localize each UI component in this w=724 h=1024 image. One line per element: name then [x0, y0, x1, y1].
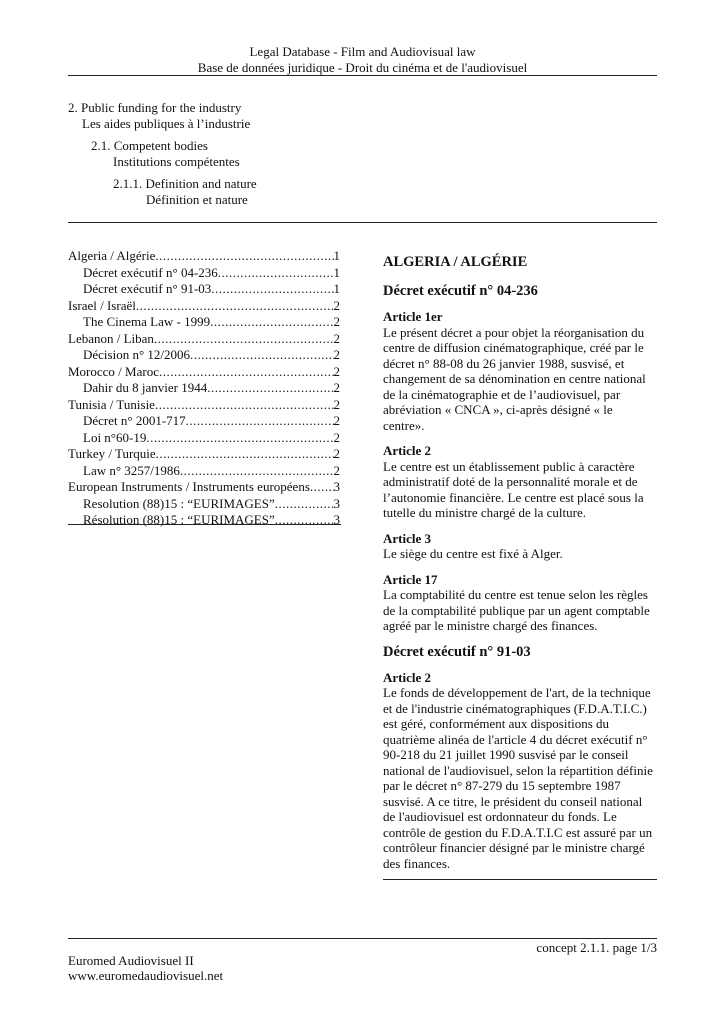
article-title: Article 2 [383, 669, 432, 685]
toc-entry[interactable] [68, 430, 340, 447]
toc-leader-dots [310, 479, 334, 495]
toc-entry[interactable] [68, 380, 340, 397]
toc-entry[interactable] [68, 248, 340, 265]
toc-entry-page: 2 [333, 462, 340, 478]
toc-entry-label: Algeria / Algérie [68, 248, 156, 263]
section-level-3 [113, 176, 257, 207]
decree-04-236-articles [383, 309, 657, 634]
toc-entry[interactable] [68, 413, 340, 430]
toc-entry[interactable] [68, 397, 340, 414]
decree-heading: Décret exécutif n° 91-03 [383, 643, 531, 660]
toc-leader-dots [275, 496, 334, 512]
section-level-2 [91, 138, 240, 169]
toc-entry[interactable] [68, 314, 340, 331]
section-level-1-en: 2. Public funding for the industry [68, 100, 242, 115]
toc-entry-label: Morocco / Maroc [68, 363, 159, 379]
header-title-fr: Base de données juridique - Droit du cinéma et de l'audiovisuel [197, 59, 528, 75]
toc-entry-label: Dahir du 8 janvier 1944 [83, 380, 208, 395]
footer-divider [68, 938, 657, 939]
article-title: Article 1er [383, 309, 443, 324]
toc-entry[interactable] [68, 496, 340, 513]
toc-entry-label: The Cinema Law - 1999 [83, 314, 211, 329]
decree-heading: Décret exécutif n° 04-236 [383, 283, 538, 299]
toc-entry-page: 2 [333, 380, 340, 395]
section-level-2-fr: Institutions compétentes [113, 153, 240, 169]
toc-leader-dots [186, 413, 334, 429]
article-block [383, 309, 657, 433]
article-block [383, 670, 657, 872]
toc-entry-page: 2 [333, 446, 340, 461]
section-level-2-en: 2.1. Competent bodies [91, 138, 208, 153]
toc-entry-label: Décret n° 2001-717 [83, 413, 186, 428]
toc-entry-page: 2 [333, 330, 340, 346]
toc-leader-dots [275, 512, 334, 528]
header [68, 44, 657, 75]
article-block [383, 531, 657, 562]
toc-entry[interactable] [68, 512, 340, 529]
toc-entry-page: 2 [333, 413, 340, 428]
toc-entry-label: Lebanon / Liban [68, 330, 154, 346]
toc-entry[interactable] [68, 364, 340, 381]
toc-entry-label: Israel / Israël [68, 297, 136, 313]
article-title: Article 3 [383, 530, 432, 546]
main-content [383, 254, 657, 881]
toc-entry-label: Résolution (88)15 : “EURIMAGES” [83, 512, 275, 527]
header-title-en: Legal Database - Film and Audiovisual law [249, 44, 476, 59]
article-title: Article 2 [383, 443, 432, 458]
section-level-1-fr: Les aides publiques à l’industrie [82, 115, 251, 131]
toc-entry[interactable] [68, 331, 340, 348]
section-level-3-fr: Définition et nature [146, 191, 248, 207]
toc-divider [68, 524, 341, 525]
section-level-3-en: 2.1.1. Definition and nature [113, 176, 257, 191]
table-of-contents [68, 248, 340, 529]
toc-entry-label: Law n° 3257/1986 [83, 462, 180, 478]
toc-entry-page: 2 [333, 314, 340, 329]
article-text: La comptabilité du centre est tenue selon les règles de la comptabilité publique par un agent comptable agréé par le ministre chargé des finances. [383, 587, 650, 633]
toc-entry-label: Décret exécutif n° 04-236 [83, 264, 218, 280]
article-title: Article 17 [383, 571, 438, 587]
toc-entry[interactable] [68, 298, 340, 315]
toc-entry-label: Décision n° 12/2006 [83, 347, 191, 362]
toc-entry-page: 3 [333, 495, 340, 511]
toc-entry[interactable] [68, 446, 340, 463]
footer-url: www.euromedaudiovisuel.net [68, 968, 224, 983]
country-heading: ALGERIA / ALGÉRIE [383, 254, 528, 270]
content-divider [383, 879, 657, 880]
toc-leader-dots [207, 380, 333, 396]
toc-leader-dots [210, 314, 333, 330]
article-block [383, 443, 657, 521]
toc-entry[interactable] [68, 347, 340, 364]
toc-entry-label: Turkey / Turquie [68, 446, 156, 461]
toc-entry-page: 3 [333, 512, 340, 527]
article-text: Le présent décret a pour objet la réorganisation du centre de diffusion cinématographique, créé par le décret n° 88-08 du 26 janvier 1988, susvisé, et changement de sa dénomination en centre national de la cinématographie et de l’audiovisuel, par abréviation « CNCA », ci-après désigné « le centre». [383, 324, 646, 433]
toc-entry[interactable] [68, 479, 340, 496]
toc-entry-page: 2 [333, 297, 340, 313]
decree-91-03-articles [383, 670, 657, 872]
toc-entry-label: Resolution (88)15 : “EURIMAGES” [83, 495, 275, 511]
toc-entry[interactable] [68, 265, 340, 282]
toc-entry[interactable] [68, 463, 340, 480]
article-block [383, 572, 657, 634]
toc-leader-dots [146, 430, 333, 446]
toc-leader-dots [155, 397, 334, 413]
toc-entry-page: 2 [333, 347, 340, 362]
toc-entry-label: Loi n°60-19 [83, 429, 147, 445]
article-text: Le siège du centre est fixé à Alger. [383, 546, 563, 561]
section-divider [68, 222, 657, 223]
toc-entry-label: European Instruments / Instruments européens [68, 479, 310, 494]
toc-leader-dots [154, 331, 334, 347]
toc-entry[interactable] [68, 281, 340, 298]
toc-entry-page: 3 [333, 479, 340, 494]
section-level-1 [68, 100, 250, 131]
toc-leader-dots [159, 364, 334, 380]
toc-leader-dots [180, 463, 334, 479]
toc-entry-page: 2 [333, 363, 340, 379]
toc-leader-dots [155, 248, 333, 264]
article-text: Le fonds de développement de l'art, de la technique et de l'industrie cinématographiques (F.D.A.T.I.C.) est géré, conformément aux dispositions du quatrième alinéa de l'article 4 du décret exécutif n° 90-218 du 21 juillet 1990 susvisé par le conseil national de l'audiovisuel, selon la répartition définie par le décret n° 87-279 du 15 septembre 1987 susvisé. A ce titre, le président du conseil national de l'audiovisuel est ordonnateur du fonds. Le contrôle de gestion du F.D.A.T.I.C est assuré par un contrôleur financier désigné par le ministre chargé des finances. [383, 685, 653, 871]
footer-page-label: concept 2.1.1. page 1/3 [536, 940, 657, 955]
header-divider [68, 75, 657, 76]
toc-entry-label: Décret exécutif n° 91-03 [83, 281, 212, 296]
toc-leader-dots [136, 298, 334, 314]
article-text: Le centre est un établissement public à caractère administratif doté de la personnalité morale et de l’autonomie financière. Le centre est placé sous la tutelle du ministre chargé de la culture. [383, 458, 644, 520]
toc-entry-page: 2 [333, 396, 340, 412]
toc-leader-dots [156, 446, 334, 462]
toc-leader-dots [211, 281, 333, 297]
toc-leader-dots [218, 265, 334, 281]
toc-entry-page: 2 [333, 429, 340, 445]
footer-org: Euromed Audiovisuel II [68, 953, 194, 968]
toc-entry-page: 1 [333, 248, 340, 263]
toc-entry-label: Tunisia / Tunisie [68, 396, 155, 412]
toc-entry-page: 1 [333, 281, 340, 296]
toc-leader-dots [190, 347, 333, 363]
toc-entry-page: 1 [333, 264, 340, 280]
